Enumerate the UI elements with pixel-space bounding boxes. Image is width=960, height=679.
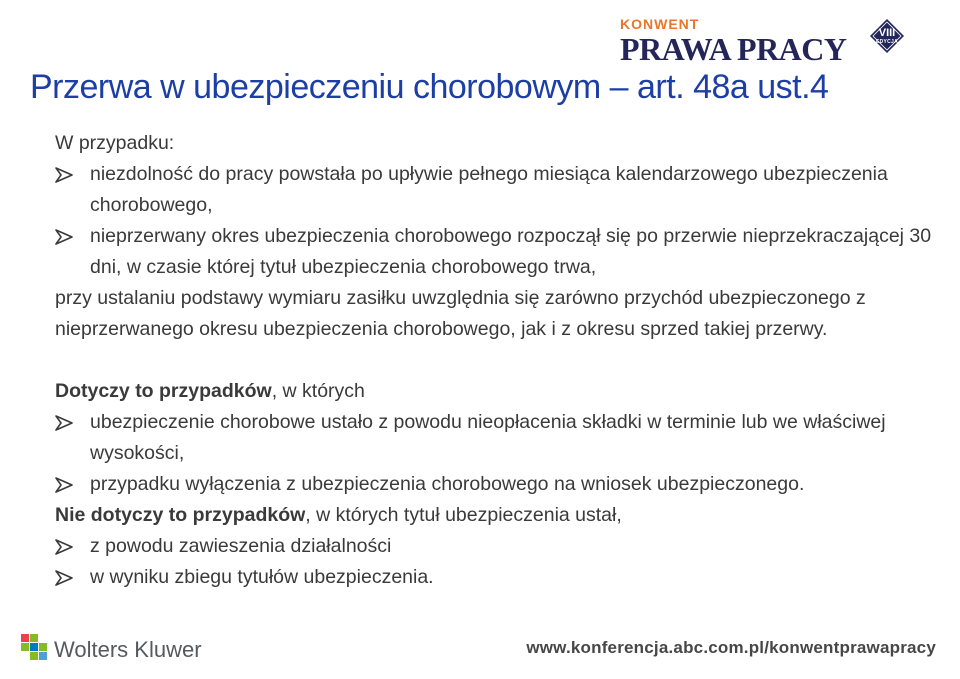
wolters-kluwer-logo — [20, 633, 220, 667]
conclusion-text: przy ustalaniu podstawy wymiaru zasiłku uwzględnia się zarówno przychód ubezpieczonego z nieprzerwanego okresu ubezpieczenia chorobowego, jak i z okresu sprzed takiej przerwy. — [55, 287, 866, 340]
arrow-bullet-icon — [55, 539, 73, 555]
arrow-bullet-icon — [55, 477, 73, 493]
not-applies-lead-rest: , w których tytuł ubezpieczenia ustał, — [305, 504, 622, 526]
not-applies-list — [55, 531, 935, 593]
logo-konwent-text: KONWENT — [620, 16, 700, 32]
logo-prawa-pracy-text: PRAWA PRACY — [620, 31, 847, 67]
applies-lead-rest: , w których — [271, 380, 365, 402]
not-applies-lead-bold: Nie dotyczy to przypadków — [55, 504, 306, 526]
footer-url: www.konferencja.abc.com.pl/konwentprawapracy — [526, 638, 936, 657]
list-item — [55, 469, 935, 500]
list-item — [55, 562, 935, 593]
badge-number: VIII — [878, 27, 896, 39]
wolters-kluwer-mark-icon — [20, 633, 48, 661]
not-applies-lead — [55, 500, 935, 531]
slide-body — [55, 128, 935, 593]
conditions-list — [55, 159, 935, 283]
arrow-bullet-icon — [55, 570, 73, 586]
applies-item-text: ubezpieczenie chorobowe ustało z powodu nieopłacenia składki w terminie lub we właściwej wysokości, — [90, 411, 886, 464]
not-applies-item-text: z powodu zawieszenia działalności — [90, 535, 392, 557]
arrow-bullet-icon — [55, 229, 73, 245]
applies-item-text: przypadku wyłączenia z ubezpieczenia chorobowego na wniosek ubezpieczonego. — [90, 473, 805, 495]
arrow-bullet-icon — [55, 167, 73, 183]
applies-list — [55, 407, 935, 500]
intro-text: W przypadku: — [55, 132, 175, 154]
applies-lead — [55, 376, 935, 407]
badge-label: EDYCJA — [875, 39, 899, 45]
list-item — [55, 407, 935, 469]
not-applies-item-text: w wyniku zbiegu tytułów ubezpieczenia. — [90, 566, 434, 588]
konwent-prawa-pracy-logo — [620, 16, 920, 70]
list-item — [55, 531, 935, 562]
list-item — [55, 159, 935, 221]
applies-lead-bold: Dotyczy to przypadków — [55, 380, 272, 402]
list-item — [55, 221, 935, 283]
condition-text: nieprzerwany okres ubezpieczenia chorobowego rozpoczął się po przerwie nieprzekraczającej 30 dni, w czasie której tytuł ubezpieczenia chorobowego trwa, — [90, 225, 932, 278]
condition-text: niezdolność do pracy powstała po upływie pełnego miesiąca kalendarzowego ubezpieczenia chorobowego, — [90, 163, 888, 216]
company-name: Wolters Kluwer — [54, 637, 202, 662]
arrow-bullet-icon — [55, 415, 73, 431]
spacer — [55, 345, 935, 376]
slide-title: Przerwa w ubezpieczeniu chorobowym – art. 48a ust.4 — [30, 68, 829, 106]
